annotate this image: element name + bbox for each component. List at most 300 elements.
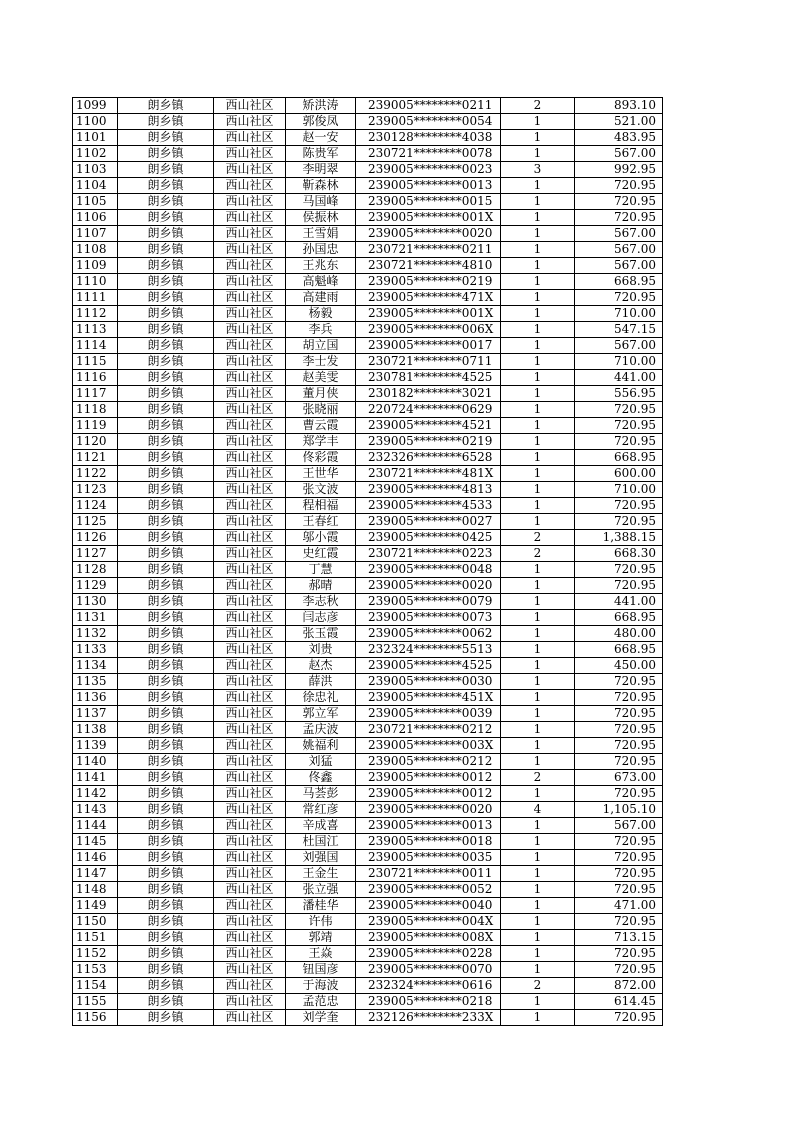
id-number-cell: 239005********0020 bbox=[356, 578, 501, 594]
household-count-cell: 1 bbox=[501, 882, 575, 898]
community-cell: 西山社区 bbox=[214, 466, 286, 482]
town-cell: 朗乡镇 bbox=[118, 274, 214, 290]
table-row bbox=[73, 498, 663, 514]
amount-cell: 567.00 bbox=[575, 818, 663, 834]
table-row bbox=[73, 578, 663, 594]
row-number-cell: 1106 bbox=[73, 210, 118, 226]
id-number-cell: 232324********0616 bbox=[356, 978, 501, 994]
household-count-cell: 4 bbox=[501, 802, 575, 818]
community-cell: 西山社区 bbox=[214, 690, 286, 706]
town-cell: 朗乡镇 bbox=[118, 594, 214, 610]
id-number-cell: 239005********0027 bbox=[356, 514, 501, 530]
id-number-cell: 239005********0020 bbox=[356, 802, 501, 818]
name-cell: 许伟 bbox=[286, 914, 356, 930]
community-cell: 西山社区 bbox=[214, 610, 286, 626]
id-number-cell: 239005********0012 bbox=[356, 786, 501, 802]
row-number-cell: 1116 bbox=[73, 370, 118, 386]
community-cell: 西山社区 bbox=[214, 98, 286, 114]
table-row bbox=[73, 818, 663, 834]
amount-cell: 720.95 bbox=[575, 290, 663, 306]
row-number-cell: 1135 bbox=[73, 674, 118, 690]
table-row bbox=[73, 930, 663, 946]
household-count-cell: 1 bbox=[501, 834, 575, 850]
town-cell: 朗乡镇 bbox=[118, 354, 214, 370]
household-count-cell: 1 bbox=[501, 754, 575, 770]
table-row bbox=[73, 626, 663, 642]
household-count-cell: 1 bbox=[501, 994, 575, 1010]
name-cell: 薛洪 bbox=[286, 674, 356, 690]
amount-cell: 720.95 bbox=[575, 690, 663, 706]
table-row bbox=[73, 402, 663, 418]
row-number-cell: 1119 bbox=[73, 418, 118, 434]
town-cell: 朗乡镇 bbox=[118, 898, 214, 914]
town-cell: 朗乡镇 bbox=[118, 130, 214, 146]
row-number-cell: 1122 bbox=[73, 466, 118, 482]
town-cell: 朗乡镇 bbox=[118, 210, 214, 226]
community-cell: 西山社区 bbox=[214, 354, 286, 370]
household-count-cell: 2 bbox=[501, 530, 575, 546]
row-number-cell: 1113 bbox=[73, 322, 118, 338]
id-number-cell: 239005********0062 bbox=[356, 626, 501, 642]
community-cell: 西山社区 bbox=[214, 626, 286, 642]
table-row bbox=[73, 514, 663, 530]
id-number-cell: 239005********0020 bbox=[356, 226, 501, 242]
row-number-cell: 1147 bbox=[73, 866, 118, 882]
town-cell: 朗乡镇 bbox=[118, 418, 214, 434]
community-cell: 西山社区 bbox=[214, 754, 286, 770]
row-number-cell: 1117 bbox=[73, 386, 118, 402]
community-cell: 西山社区 bbox=[214, 498, 286, 514]
table-row bbox=[73, 866, 663, 882]
name-cell: 李志秋 bbox=[286, 594, 356, 610]
id-number-cell: 239005********0219 bbox=[356, 274, 501, 290]
amount-cell: 720.95 bbox=[575, 498, 663, 514]
amount-cell: 441.00 bbox=[575, 370, 663, 386]
household-count-cell: 1 bbox=[501, 418, 575, 434]
household-count-cell: 1 bbox=[501, 178, 575, 194]
community-cell: 西山社区 bbox=[214, 178, 286, 194]
town-cell: 朗乡镇 bbox=[118, 514, 214, 530]
community-cell: 西山社区 bbox=[214, 450, 286, 466]
id-number-cell: 239005********0015 bbox=[356, 194, 501, 210]
row-number-cell: 1109 bbox=[73, 258, 118, 274]
table-row bbox=[73, 530, 663, 546]
amount-cell: 720.95 bbox=[575, 834, 663, 850]
id-number-cell: 239005********004X bbox=[356, 914, 501, 930]
community-cell: 西山社区 bbox=[214, 370, 286, 386]
household-count-cell: 1 bbox=[501, 402, 575, 418]
community-cell: 西山社区 bbox=[214, 306, 286, 322]
row-number-cell: 1148 bbox=[73, 882, 118, 898]
table-row bbox=[73, 642, 663, 658]
community-cell: 西山社区 bbox=[214, 994, 286, 1010]
community-cell: 西山社区 bbox=[214, 1010, 286, 1026]
name-cell: 高魁峰 bbox=[286, 274, 356, 290]
household-count-cell: 1 bbox=[501, 690, 575, 706]
name-cell: 王兆东 bbox=[286, 258, 356, 274]
community-cell: 西山社区 bbox=[214, 706, 286, 722]
community-cell: 西山社区 bbox=[214, 146, 286, 162]
table-row bbox=[73, 322, 663, 338]
name-cell: 张文波 bbox=[286, 482, 356, 498]
id-number-cell: 232126********233X bbox=[356, 1010, 501, 1026]
row-number-cell: 1110 bbox=[73, 274, 118, 290]
table-row bbox=[73, 178, 663, 194]
row-number-cell: 1114 bbox=[73, 338, 118, 354]
name-cell: 佟鑫 bbox=[286, 770, 356, 786]
row-number-cell: 1133 bbox=[73, 642, 118, 658]
town-cell: 朗乡镇 bbox=[118, 834, 214, 850]
name-cell: 辛成喜 bbox=[286, 818, 356, 834]
household-count-cell: 1 bbox=[501, 722, 575, 738]
amount-cell: 567.00 bbox=[575, 226, 663, 242]
town-cell: 朗乡镇 bbox=[118, 1010, 214, 1026]
id-number-cell: 239005********4525 bbox=[356, 658, 501, 674]
name-cell: 郝晴 bbox=[286, 578, 356, 594]
amount-cell: 673.00 bbox=[575, 770, 663, 786]
name-cell: 马国峰 bbox=[286, 194, 356, 210]
community-cell: 西山社区 bbox=[214, 930, 286, 946]
amount-cell: 872.00 bbox=[575, 978, 663, 994]
table-row bbox=[73, 946, 663, 962]
household-count-cell: 1 bbox=[501, 674, 575, 690]
household-count-cell: 1 bbox=[501, 482, 575, 498]
id-number-cell: 239005********451X bbox=[356, 690, 501, 706]
household-count-cell: 1 bbox=[501, 386, 575, 402]
household-count-cell: 1 bbox=[501, 962, 575, 978]
town-cell: 朗乡镇 bbox=[118, 386, 214, 402]
name-cell: 丁慧 bbox=[286, 562, 356, 578]
household-count-cell: 1 bbox=[501, 866, 575, 882]
name-cell: 郑学丰 bbox=[286, 434, 356, 450]
id-number-cell: 239005********001X bbox=[356, 210, 501, 226]
name-cell: 马荟彭 bbox=[286, 786, 356, 802]
amount-cell: 710.00 bbox=[575, 354, 663, 370]
amount-cell: 710.00 bbox=[575, 306, 663, 322]
town-cell: 朗乡镇 bbox=[118, 642, 214, 658]
row-number-cell: 1121 bbox=[73, 450, 118, 466]
community-cell: 西山社区 bbox=[214, 210, 286, 226]
amount-cell: 720.95 bbox=[575, 578, 663, 594]
household-count-cell: 1 bbox=[501, 466, 575, 482]
amount-cell: 1,388.15 bbox=[575, 530, 663, 546]
id-number-cell: 230721********0711 bbox=[356, 354, 501, 370]
town-cell: 朗乡镇 bbox=[118, 866, 214, 882]
household-count-cell: 1 bbox=[501, 578, 575, 594]
amount-cell: 720.95 bbox=[575, 194, 663, 210]
amount-cell: 483.95 bbox=[575, 130, 663, 146]
community-cell: 西山社区 bbox=[214, 130, 286, 146]
table-row bbox=[73, 226, 663, 242]
table-row bbox=[73, 994, 663, 1010]
town-cell: 朗乡镇 bbox=[118, 242, 214, 258]
row-number-cell: 1149 bbox=[73, 898, 118, 914]
table-row bbox=[73, 610, 663, 626]
household-count-cell: 1 bbox=[501, 274, 575, 290]
table-row bbox=[73, 674, 663, 690]
name-cell: 徐忠礼 bbox=[286, 690, 356, 706]
amount-cell: 567.00 bbox=[575, 338, 663, 354]
id-number-cell: 239005********0425 bbox=[356, 530, 501, 546]
community-cell: 西山社区 bbox=[214, 290, 286, 306]
household-count-cell: 1 bbox=[501, 946, 575, 962]
table-row bbox=[73, 706, 663, 722]
amount-cell: 720.95 bbox=[575, 850, 663, 866]
community-cell: 西山社区 bbox=[214, 482, 286, 498]
row-number-cell: 1155 bbox=[73, 994, 118, 1010]
town-cell: 朗乡镇 bbox=[118, 226, 214, 242]
household-count-cell: 1 bbox=[501, 370, 575, 386]
name-cell: 郭立军 bbox=[286, 706, 356, 722]
id-number-cell: 239005********0218 bbox=[356, 994, 501, 1010]
id-number-cell: 232324********5513 bbox=[356, 642, 501, 658]
household-count-cell: 1 bbox=[501, 258, 575, 274]
amount-cell: 720.95 bbox=[575, 754, 663, 770]
household-count-cell: 1 bbox=[501, 130, 575, 146]
name-cell: 李明翠 bbox=[286, 162, 356, 178]
town-cell: 朗乡镇 bbox=[118, 754, 214, 770]
town-cell: 朗乡镇 bbox=[118, 178, 214, 194]
community-cell: 西山社区 bbox=[214, 386, 286, 402]
name-cell: 赵美雯 bbox=[286, 370, 356, 386]
town-cell: 朗乡镇 bbox=[118, 978, 214, 994]
town-cell: 朗乡镇 bbox=[118, 578, 214, 594]
row-number-cell: 1100 bbox=[73, 114, 118, 130]
community-cell: 西山社区 bbox=[214, 946, 286, 962]
id-number-cell: 239005********471X bbox=[356, 290, 501, 306]
town-cell: 朗乡镇 bbox=[118, 306, 214, 322]
town-cell: 朗乡镇 bbox=[118, 322, 214, 338]
name-cell: 史红霞 bbox=[286, 546, 356, 562]
table-row bbox=[73, 130, 663, 146]
amount-cell: 713.15 bbox=[575, 930, 663, 946]
amount-cell: 441.00 bbox=[575, 594, 663, 610]
community-cell: 西山社区 bbox=[214, 594, 286, 610]
table-row bbox=[73, 482, 663, 498]
id-number-cell: 239005********0040 bbox=[356, 898, 501, 914]
table-row bbox=[73, 882, 663, 898]
amount-cell: 556.95 bbox=[575, 386, 663, 402]
id-number-cell: 239005********0023 bbox=[356, 162, 501, 178]
name-cell: 陈贵军 bbox=[286, 146, 356, 162]
row-number-cell: 1125 bbox=[73, 514, 118, 530]
town-cell: 朗乡镇 bbox=[118, 338, 214, 354]
row-number-cell: 1141 bbox=[73, 770, 118, 786]
table-row bbox=[73, 962, 663, 978]
household-count-cell: 1 bbox=[501, 114, 575, 130]
town-cell: 朗乡镇 bbox=[118, 98, 214, 114]
town-cell: 朗乡镇 bbox=[118, 818, 214, 834]
table-row bbox=[73, 194, 663, 210]
row-number-cell: 1134 bbox=[73, 658, 118, 674]
amount-cell: 720.95 bbox=[575, 738, 663, 754]
amount-cell: 668.95 bbox=[575, 450, 663, 466]
name-cell: 邬小霞 bbox=[286, 530, 356, 546]
household-count-cell: 1 bbox=[501, 434, 575, 450]
name-cell: 王春红 bbox=[286, 514, 356, 530]
row-number-cell: 1126 bbox=[73, 530, 118, 546]
town-cell: 朗乡镇 bbox=[118, 610, 214, 626]
row-number-cell: 1111 bbox=[73, 290, 118, 306]
community-cell: 西山社区 bbox=[214, 962, 286, 978]
name-cell: 郭靖 bbox=[286, 930, 356, 946]
community-cell: 西山社区 bbox=[214, 978, 286, 994]
community-cell: 西山社区 bbox=[214, 338, 286, 354]
name-cell: 于海波 bbox=[286, 978, 356, 994]
id-number-cell: 239005********0073 bbox=[356, 610, 501, 626]
community-cell: 西山社区 bbox=[214, 322, 286, 338]
community-cell: 西山社区 bbox=[214, 642, 286, 658]
row-number-cell: 1120 bbox=[73, 434, 118, 450]
household-count-cell: 1 bbox=[501, 930, 575, 946]
id-number-cell: 239005********0211 bbox=[356, 98, 501, 114]
household-count-cell: 1 bbox=[501, 146, 575, 162]
town-cell: 朗乡镇 bbox=[118, 482, 214, 498]
name-cell: 高建雨 bbox=[286, 290, 356, 306]
amount-cell: 720.95 bbox=[575, 882, 663, 898]
town-cell: 朗乡镇 bbox=[118, 498, 214, 514]
amount-cell: 720.95 bbox=[575, 866, 663, 882]
table-row bbox=[73, 98, 663, 114]
table-row bbox=[73, 898, 663, 914]
town-cell: 朗乡镇 bbox=[118, 546, 214, 562]
name-cell: 杜国江 bbox=[286, 834, 356, 850]
id-number-cell: 239005********008X bbox=[356, 930, 501, 946]
id-number-cell: 239005********0079 bbox=[356, 594, 501, 610]
table-row bbox=[73, 754, 663, 770]
row-number-cell: 1131 bbox=[73, 610, 118, 626]
name-cell: 潘桂华 bbox=[286, 898, 356, 914]
household-count-cell: 1 bbox=[501, 514, 575, 530]
row-number-cell: 1136 bbox=[73, 690, 118, 706]
row-number-cell: 1112 bbox=[73, 306, 118, 322]
household-count-cell: 1 bbox=[501, 210, 575, 226]
community-cell: 西山社区 bbox=[214, 578, 286, 594]
town-cell: 朗乡镇 bbox=[118, 370, 214, 386]
household-count-cell: 2 bbox=[501, 770, 575, 786]
id-number-cell: 239005********006X bbox=[356, 322, 501, 338]
id-number-cell: 230721********0211 bbox=[356, 242, 501, 258]
town-cell: 朗乡镇 bbox=[118, 850, 214, 866]
community-cell: 西山社区 bbox=[214, 162, 286, 178]
id-number-cell: 239005********4813 bbox=[356, 482, 501, 498]
town-cell: 朗乡镇 bbox=[118, 194, 214, 210]
id-number-cell: 239005********0052 bbox=[356, 882, 501, 898]
community-cell: 西山社区 bbox=[214, 258, 286, 274]
name-cell: 张立强 bbox=[286, 882, 356, 898]
id-number-cell: 239005********0039 bbox=[356, 706, 501, 722]
household-count-cell: 3 bbox=[501, 162, 575, 178]
community-cell: 西山社区 bbox=[214, 658, 286, 674]
town-cell: 朗乡镇 bbox=[118, 722, 214, 738]
amount-cell: 720.95 bbox=[575, 418, 663, 434]
name-cell: 张晓丽 bbox=[286, 402, 356, 418]
data-table bbox=[72, 97, 663, 1026]
name-cell: 靳森林 bbox=[286, 178, 356, 194]
row-number-cell: 1142 bbox=[73, 786, 118, 802]
name-cell: 孙国忠 bbox=[286, 242, 356, 258]
name-cell: 郭俊凤 bbox=[286, 114, 356, 130]
household-count-cell: 1 bbox=[501, 818, 575, 834]
town-cell: 朗乡镇 bbox=[118, 994, 214, 1010]
table-row bbox=[73, 370, 663, 386]
name-cell: 闫志彦 bbox=[286, 610, 356, 626]
community-cell: 西山社区 bbox=[214, 242, 286, 258]
row-number-cell: 1101 bbox=[73, 130, 118, 146]
row-number-cell: 1123 bbox=[73, 482, 118, 498]
row-number-cell: 1137 bbox=[73, 706, 118, 722]
household-count-cell: 1 bbox=[501, 562, 575, 578]
town-cell: 朗乡镇 bbox=[118, 402, 214, 418]
row-number-cell: 1156 bbox=[73, 1010, 118, 1026]
amount-cell: 547.15 bbox=[575, 322, 663, 338]
table-row bbox=[73, 242, 663, 258]
row-number-cell: 1154 bbox=[73, 978, 118, 994]
table-body bbox=[73, 98, 663, 1026]
town-cell: 朗乡镇 bbox=[118, 946, 214, 962]
town-cell: 朗乡镇 bbox=[118, 914, 214, 930]
table-row bbox=[73, 354, 663, 370]
row-number-cell: 1153 bbox=[73, 962, 118, 978]
community-cell: 西山社区 bbox=[214, 834, 286, 850]
row-number-cell: 1107 bbox=[73, 226, 118, 242]
amount-cell: 720.95 bbox=[575, 514, 663, 530]
community-cell: 西山社区 bbox=[214, 898, 286, 914]
community-cell: 西山社区 bbox=[214, 402, 286, 418]
household-count-cell: 2 bbox=[501, 98, 575, 114]
row-number-cell: 1130 bbox=[73, 594, 118, 610]
id-number-cell: 239005********0035 bbox=[356, 850, 501, 866]
community-cell: 西山社区 bbox=[214, 770, 286, 786]
table-row bbox=[73, 290, 663, 306]
id-number-cell: 230182********3021 bbox=[356, 386, 501, 402]
table-row bbox=[73, 546, 663, 562]
household-count-cell: 1 bbox=[501, 786, 575, 802]
town-cell: 朗乡镇 bbox=[118, 258, 214, 274]
household-count-cell: 1 bbox=[501, 658, 575, 674]
household-count-cell: 1 bbox=[501, 306, 575, 322]
table-row bbox=[73, 594, 663, 610]
row-number-cell: 1140 bbox=[73, 754, 118, 770]
town-cell: 朗乡镇 bbox=[118, 930, 214, 946]
table-row bbox=[73, 434, 663, 450]
town-cell: 朗乡镇 bbox=[118, 786, 214, 802]
household-count-cell: 1 bbox=[501, 594, 575, 610]
row-number-cell: 1152 bbox=[73, 946, 118, 962]
table-row bbox=[73, 258, 663, 274]
id-number-cell: 239005********0017 bbox=[356, 338, 501, 354]
town-cell: 朗乡镇 bbox=[118, 770, 214, 786]
community-cell: 西山社区 bbox=[214, 530, 286, 546]
name-cell: 李兵 bbox=[286, 322, 356, 338]
id-number-cell: 230128********4038 bbox=[356, 130, 501, 146]
community-cell: 西山社区 bbox=[214, 274, 286, 290]
name-cell: 刘学奎 bbox=[286, 1010, 356, 1026]
community-cell: 西山社区 bbox=[214, 546, 286, 562]
id-number-cell: 230721********481X bbox=[356, 466, 501, 482]
amount-cell: 450.00 bbox=[575, 658, 663, 674]
amount-cell: 521.00 bbox=[575, 114, 663, 130]
amount-cell: 720.95 bbox=[575, 706, 663, 722]
town-cell: 朗乡镇 bbox=[118, 162, 214, 178]
amount-cell: 720.95 bbox=[575, 962, 663, 978]
table-row bbox=[73, 914, 663, 930]
table-row bbox=[73, 146, 663, 162]
id-number-cell: 220724********0629 bbox=[356, 402, 501, 418]
id-number-cell: 239005********003X bbox=[356, 738, 501, 754]
name-cell: 常红彦 bbox=[286, 802, 356, 818]
amount-cell: 720.95 bbox=[575, 210, 663, 226]
